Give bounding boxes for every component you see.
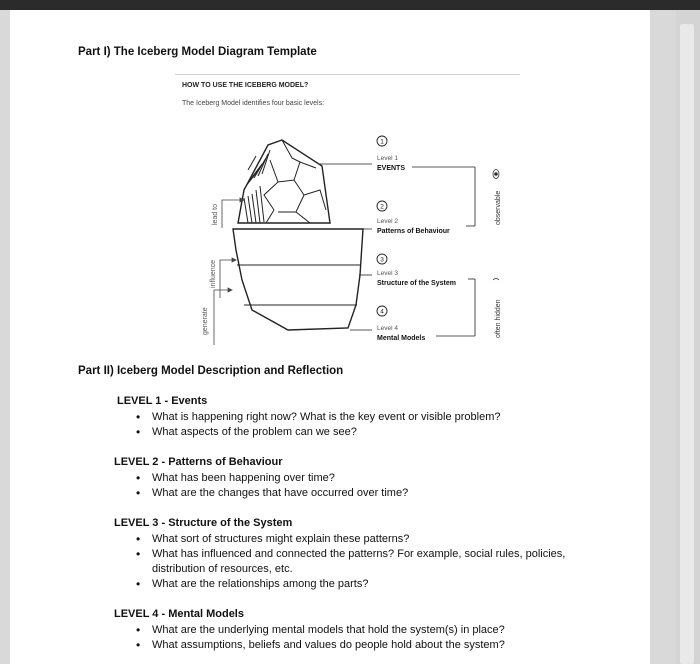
list-item: • What are the underlying mental models that hold the system(s) in place? <box>136 623 576 638</box>
list-item: • What has influenced and connected the patterns? For example, social rules, policies, distribution of resources, etc. <box>136 547 596 577</box>
level-1-questions <box>136 410 556 440</box>
level-1-name: EVENTS <box>377 165 406 172</box>
part1-title: Part I) The Iceberg Model Diagram Template <box>78 46 317 58</box>
level-4-name: Mental Models <box>377 335 426 342</box>
generate-label: generate <box>202 307 209 335</box>
level-2-name: Patterns of Behaviour <box>377 228 450 235</box>
level-4-number: 4 <box>380 308 384 316</box>
level-3-small: Level 3 <box>377 270 398 277</box>
list-item: • What aspects of the problem can we see? <box>136 425 556 440</box>
level-2-questions <box>136 471 556 501</box>
iceberg-diagram <box>170 120 530 345</box>
panel-subtitle: The Iceberg Model identifies four basic levels: <box>182 100 325 107</box>
level-3-questions <box>136 532 596 592</box>
list-item: • What sort of structures might explain these patterns? <box>136 532 596 547</box>
panel-divider <box>175 74 520 75</box>
level-3-heading: LEVEL 3 - Structure of the System <box>114 517 293 529</box>
influence-label: influence <box>210 259 217 288</box>
iceberg-base <box>233 229 363 330</box>
level-1-heading: LEVEL 1 - Events <box>117 395 208 407</box>
list-item: • What are the changes that have occurred over time? <box>136 486 556 501</box>
level-number-circles <box>377 136 387 316</box>
eye-icon <box>493 170 499 179</box>
level-1-small: Level 1 <box>377 155 398 162</box>
part2-title: Part II) Iceberg Model Description and Reflection <box>78 365 344 377</box>
document-page <box>10 10 650 664</box>
lead-to-label: lead to <box>212 203 219 225</box>
often-hidden-label: often hidden <box>495 299 502 338</box>
observable-label: observable <box>495 190 502 225</box>
level-1-number: 1 <box>380 138 384 146</box>
level-3-number: 3 <box>380 256 384 264</box>
level-2-number: 2 <box>380 203 384 211</box>
list-item: • What is happening right now? What is the key event or visible problem? <box>136 410 556 425</box>
level-4-questions <box>136 623 576 653</box>
level-2-heading: LEVEL 2 - Patterns of Behaviour <box>114 456 283 468</box>
level-3-name: Structure of the System <box>377 280 456 287</box>
level-4-heading: LEVEL 4 - Mental Models <box>114 608 244 620</box>
window-top-bar <box>0 0 700 10</box>
list-item: • What has been happening over time? <box>136 471 556 486</box>
scrollbar-thumb[interactable] <box>680 24 694 664</box>
list-item: • What assumptions, beliefs and values do people hold about the system? <box>136 638 576 653</box>
level-4-small: Level 4 <box>377 325 398 332</box>
list-item: • What are the relationships among the parts? <box>136 577 596 592</box>
level-2-small: Level 2 <box>377 218 398 225</box>
panel-title: HOW TO USE THE ICEBERG MODEL? <box>182 82 309 89</box>
closed-eye-icon <box>493 279 499 281</box>
scrollbar-track[interactable] <box>676 10 700 664</box>
